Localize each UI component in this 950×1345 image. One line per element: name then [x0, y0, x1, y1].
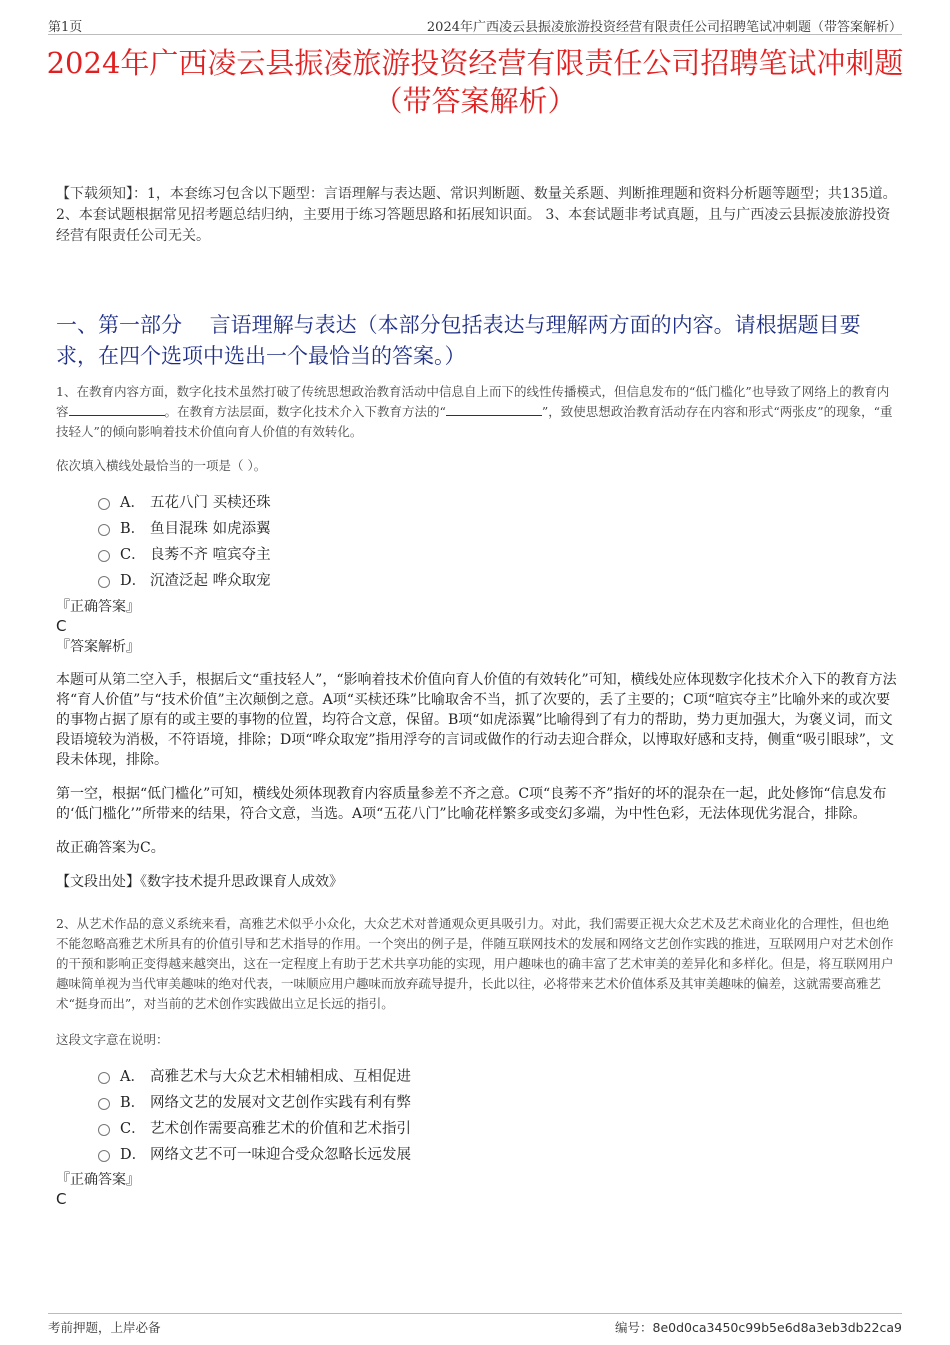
- section-title: 一、第一部分 言语理解与表达（本部分包括表达与理解两方面的内容。请根据题目要求，在四个选项中选出一个最恰当的答案。）: [56, 313, 861, 368]
- analysis-label: 『答案解析』: [56, 639, 140, 655]
- radio-icon[interactable]: [98, 1072, 110, 1084]
- option-a[interactable]: A． 高雅艺术与大众艺术相辅相成、互相促进: [56, 1062, 898, 1088]
- question-1-text: 1、在教育内容方面，数字化技术虽然打破了传统思想政治教育活动中信息自上而下的线性传播模式，但信息发布的“低门槛化”也导致了网络上的教育内容 。在教育方法层面，数字化技术介入下教育方法的“ ”，致使思想政治教育活动存在内容和形式“两张皮”的现象，“重技轻人”的倾向影响着技术价值向育人价值的有效转化。: [56, 384, 893, 439]
- option-b[interactable]: B． 网络文艺的发展对文艺创作实践有利有弊: [56, 1088, 898, 1114]
- option-a[interactable]: A． 五花八门 买椟还珠: [56, 488, 898, 514]
- footer-code: 编号：8e0d0ca3450c99b5e6d8a3eb3db22ca9: [615, 1320, 902, 1335]
- page-header: [48, 14, 902, 35]
- page-footer: [48, 1313, 902, 1336]
- footer-slogan: 考前押题，上岸必备: [48, 1320, 161, 1335]
- option-d[interactable]: D． 沉渣泛起 哗众取宠: [56, 566, 898, 592]
- question-2-answer: [56, 1170, 898, 1208]
- fill-blank: [446, 403, 542, 416]
- question-1-analysis: [56, 670, 898, 892]
- analysis-paragraph: 本题可从第二空入手，根据后文“重技轻人”，“影响着技术价值向育人价值的有效转化”可知，横线处应体现数字化技术介入下的教育方法将“育人价值”与“技术价值”主次颠倒之意。A项“买椟还珠”比喻取舍不当，抓了次要的，丢了主要的；C项“喧宾夺主”比喻外来的或次要的事物占据了原有的或主要的事物的位置，均符合文意，保留。B项“如虎添翼”比喻得到了有力的帮助，势力更加强大，为褒义词，而文段语境较为消极，不符语境，排除；D项“哗众取宠”指用浮夸的言词或做作的行动去迎合群众，以博取好感和支持，侧重“吸引眼球”，文段未体现，排除。: [56, 672, 897, 768]
- option-c[interactable]: C． 艺术创作需要高雅艺术的价值和艺术指引: [56, 1114, 898, 1140]
- radio-icon[interactable]: [98, 1150, 110, 1162]
- source-citation: 【文段出处】《数字技术提升思政课育人成效》: [56, 874, 343, 890]
- question-2-text: 2、从艺术作品的意义系统来看，高雅艺术似乎小众化，大众艺术对普通观众更具吸引力。对此，我们需要正视大众艺术及艺术商业化的合理性，但也绝不能忽略高雅艺术所具有的价值引导和艺术指导的作用。一个突出的例子是，伴随互联网技术的发展和网络文艺创作实践的推进，互联网用户对艺术创作的干预和影响正变得越来越突出，这在一定程度上有助于艺术共享功能的实现，用户趣味也的确丰富了艺术审美的差异化和多样化。但是，将互联网用户趣味简单视为当代审美趣味的绝对代表，一味顺应用户趣味而放弃疏导提升，长此以往，必将带来艺术价值体系及其审美趣味的偏差，这就需要高雅艺术“挺身而出”，对当前的艺术创作实践做出立足长远的指引。: [56, 916, 894, 1011]
- radio-icon[interactable]: [98, 498, 110, 510]
- page-number: 第1页: [48, 20, 83, 35]
- radio-icon[interactable]: [98, 576, 110, 588]
- question-2: [56, 914, 898, 1014]
- radio-icon[interactable]: [98, 1098, 110, 1110]
- question-2-options: [56, 1062, 898, 1166]
- radio-icon[interactable]: [98, 550, 110, 562]
- question-1-options: [56, 488, 898, 592]
- question-2-prompt-block: [56, 1030, 898, 1048]
- radio-icon[interactable]: [98, 524, 110, 536]
- answer-value: C: [56, 617, 67, 635]
- download-notice: 【下载须知】：1，本套练习包含以下题型：言语理解与表达题、常识判断题、数量关系题、判断推理题和资料分析题等题型；共135道。 2、本套试题根据常见招考题总结归纳，主要用于练习答题思路和拓展知识面。 3、本套试题非考试真题，且与广西凌云县振凌旅游投资经营有限责任公司无关。: [56, 186, 897, 244]
- analysis-paragraph: 故正确答案为C。: [56, 840, 165, 856]
- header-doc-title: 2024年广西凌云县振凌旅游投资经营有限责任公司招聘笔试冲刺题（带答案解析）: [426, 20, 902, 35]
- option-c[interactable]: C． 良莠不齐 喧宾夺主: [56, 540, 898, 566]
- fill-blank: [69, 403, 165, 416]
- answer-label: 『正确答案』: [56, 599, 140, 615]
- answer-value: C: [56, 1190, 67, 1208]
- question-1-prompt: 依次填入横线处最恰当的一项是（ ）。: [56, 458, 267, 473]
- option-d[interactable]: D． 网络文艺不可一味迎合受众忽略长远发展: [56, 1140, 898, 1166]
- question-2-prompt: 这段文字意在说明：: [56, 1032, 169, 1047]
- radio-icon[interactable]: [98, 1124, 110, 1136]
- question-1-prompt-block: [56, 456, 898, 474]
- option-b[interactable]: B． 鱼目混珠 如虎添翼: [56, 514, 898, 540]
- answer-label: 『正确答案』: [56, 1172, 140, 1188]
- question-1: [56, 382, 898, 442]
- analysis-paragraph: 第一空，根据“低门槛化”可知，横线处须体现教育内容质量参差不齐之意。C项“良莠不齐”指好的坏的混杂在一起，此处修饰“信息发布的‘低门槛化’”所带来的结果，符合文意，当选。A项“五花八门”比喻花样繁多或变幻多端，为中性色彩，无法体现优劣混合，排除。: [56, 786, 887, 822]
- question-1-answer: [56, 597, 898, 657]
- document-title: 2024年广西凌云县振凌旅游投资经营有限责任公司招聘笔试冲刺题（带答案解析）: [46, 46, 904, 118]
